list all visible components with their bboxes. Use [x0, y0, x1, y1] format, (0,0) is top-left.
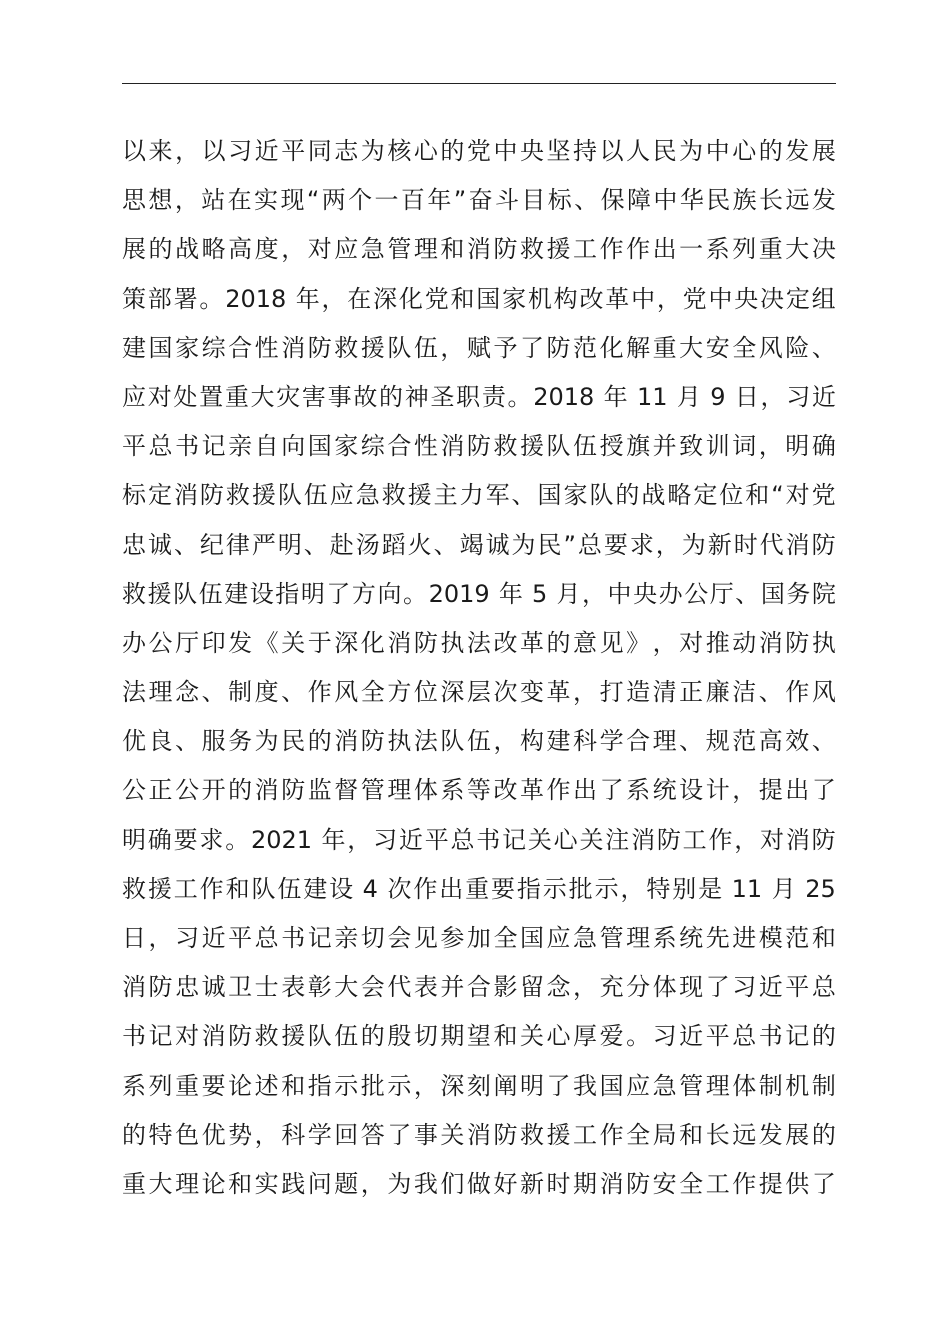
text-line: 书 记 对 消 防 救 援 队 伍 的 殷 切 期 望 和 关 心 厚 爱 。 习 近 平 总 书 记 的	[122, 1022, 836, 1051]
text-line: 策 部 署 。 2018 年 ， 在 深 化 党 和 国 家 机 构 改 革 中 ， 党 中 央 决 定 组	[122, 284, 836, 313]
text-line: 救 援 队 伍 建 设 指 明 了 方 向 。 2019 年 5 月 ， 中 央 办 公 厅 、 国 务 院	[122, 579, 836, 608]
text-line: 建 国 家 综 合 性 消 防 救 援 队 伍 ， 赋 予 了 防 范 化 解 重 大 安 全 风 险 、	[122, 333, 836, 362]
text-line: 消 防 忠 诚 卫 士 表 彰 大 会 代 表 并 合 影 留 念 ， 充 分 体 现 了 习 近 平 总	[122, 973, 836, 1002]
header-rule	[122, 83, 836, 84]
text-line: 日 ， 习 近 平 总 书 记 亲 切 会 见 参 加 全 国 应 急 管 理 系 统 先 进 模 范 和	[122, 924, 836, 952]
text-line: 救 援 工 作 和 队 伍 建 设 4 次 作 出 重 要 指 示 批 示 ， 特 别 是 11 月 25	[122, 874, 836, 903]
text-line: 明 确 要 求 。 2021 年 ， 习 近 平 总 书 记 关 心 关 注 消 防 工 作 ， 对 消 防	[122, 825, 836, 854]
body-text	[122, 127, 836, 1209]
text-line: 思 想 ， 站 在 实 现 “ 两 个 一 百 年 ” 奋 斗 目 标 、 保 障 中 华 民 族 长 远 发	[122, 186, 836, 215]
text-line: 的 特 色 优 势 ， 科 学 回 答 了 事 关 消 防 救 援 工 作 全 局 和 长 远 发 展 的	[122, 1120, 836, 1149]
text-line: 办 公 厅 印 发 《 关 于 深 化 消 防 执 法 改 革 的 意 见 》 ， 对 推 动 消 防 执	[122, 628, 836, 657]
text-line: 公 正 公 开 的 消 防 监 督 管 理 体 系 等 改 革 作 出 了 系 统 设 计 ， 提 出 了	[122, 776, 836, 805]
text-line: 重 大 理 论 和 实 践 问 题 ， 为 我 们 做 好 新 时 期 消 防 安 全 工 作 提 供 了	[122, 1169, 836, 1198]
text-line: 展 的 战 略 高 度 ， 对 应 急 管 理 和 消 防 救 援 工 作 作 出 一 系 列 重 大 决	[122, 235, 836, 264]
text-line: 优 良 、 服 务 为 民 的 消 防 执 法 队 伍 ， 构 建 科 学 合 理 、 规 范 高 效 、	[122, 727, 836, 756]
text-line: 忠 诚 、 纪 律 严 明 、 赴 汤 蹈 火 、 竭 诚 为 民 ” 总 要 求 ， 为 新 时 代 消 防	[122, 530, 836, 559]
text-line: 系 列 重 要 论 述 和 指 示 批 示 ， 深 刻 阐 明 了 我 国 应 急 管 理 体 制 机 制	[122, 1071, 836, 1100]
text-line: 以 来 ， 以 习 近 平 同 志 为 核 心 的 党 中 央 坚 持 以 人 民 为 中 心 的 发 展	[122, 137, 836, 165]
text-line: 应 对 处 置 重 大 灾 害 事 故 的 神 圣 职 责 。 2018 年 11 月 9 日 ， 习 近	[122, 382, 836, 411]
text-line: 标 定 消 防 救 援 队 伍 应 急 救 援 主 力 军 、 国 家 队 的 战 略 定 位 和 “ 对 党	[122, 481, 836, 510]
text-line: 平 总 书 记 亲 自 向 国 家 综 合 性 消 防 救 援 队 伍 授 旗 并 致 训 词 ， 明 确	[122, 432, 836, 461]
text-line: 法 理 念 、 制 度 、 作 风 全 方 位 深 层 次 变 革 ， 打 造 清 正 廉 洁 、 作 风	[122, 678, 836, 707]
